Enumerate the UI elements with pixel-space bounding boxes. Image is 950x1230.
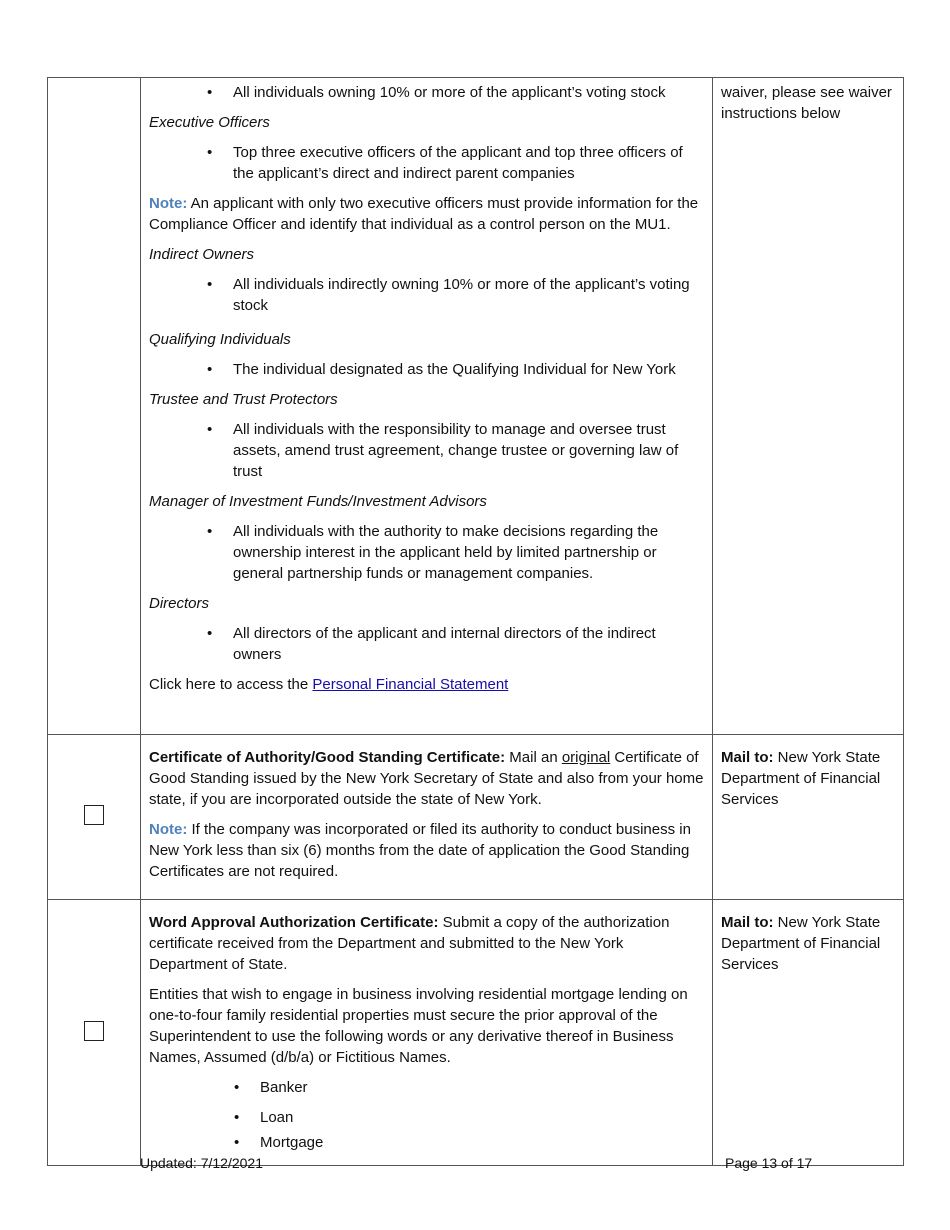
list-item: • Top three executive officers of the applicant and top three officers of the applicant’s direct and indirect parent companies [233,142,704,184]
requirement-title: Certificate of Authority/Good Standing Certificate: [149,749,506,766]
word-approval-checkbox[interactable] [84,1021,104,1041]
requirement-paragraph: Word Approval Authorization Certificate: Submit a copy of the authorization certificate received from the Department and submitted to the New York Department of State. [149,914,670,973]
requirement-paragraph: Entities that wish to engage in business involving residential mortgage lending on one-to-four family residential properties must secure the prior approval of the Superintendent to use the following words or any derivative thereof in Business Names, Assumed (d/b/a) or Fictitious Names. [149,986,688,1066]
footer-page-number: Page 13 of 17 [725,1155,813,1171]
instructions-cell [713,735,904,900]
personal-financial-statement-link[interactable]: Personal Financial Statement [312,676,509,693]
note-label: Note: [149,195,188,212]
list-item: • All individuals with the authority to make decisions regarding the ownership interest in the applicant held by limited partnership or general partnership funds or management companies. [233,521,704,584]
section-heading: Trustee and Trust Protectors [149,391,338,408]
table-row [48,78,904,735]
note-label: Note: [149,821,188,838]
link-prefix: Click here to access the [149,676,313,693]
checkbox-cell [48,78,141,735]
note-paragraph [149,819,704,882]
requirements-table [47,77,904,1166]
list-item: • All individuals indirectly owning 10% or more of the applicant’s voting stock [233,274,704,316]
mail-to: Mail to: New York State Department of Financial Services [721,914,881,973]
description-cell [141,900,713,1166]
section-heading: Executive Officers [149,114,270,131]
good-standing-checkbox[interactable] [84,805,104,825]
checkbox-cell [48,735,141,900]
note-text: An applicant with only two executive officers must provide information for the Compliance Officer and identify that individual as a control person on the MU1. [149,195,699,233]
waiver-note: waiver, please see waiver instructions below [721,84,892,122]
requirement-title: Word Approval Authorization Certificate: [149,914,439,931]
section-heading: Directors [149,595,210,612]
table-row [48,900,904,1166]
description-cell [141,735,713,900]
list-item: • Mortgage [260,1132,704,1153]
footer-updated: Updated: 7/12/2021 [140,1155,263,1171]
section-heading: Qualifying Individuals [149,331,291,348]
instructions-cell [713,900,904,1166]
list-item: • All individuals owning 10% or more of the applicant’s voting stock [233,82,704,103]
description-cell [141,78,713,735]
list-item: • All directors of the applicant and internal directors of the indirect owners [233,623,704,665]
note-paragraph [149,193,704,235]
section-heading: Indirect Owners [149,246,255,263]
mail-to: Mail to: New York State Department of Financial Services [721,749,881,808]
requirement-paragraph: Certificate of Authority/Good Standing Certificate: Mail an original Certificate of Good Standing issued by the New York Secretary of State and also from your home state, if you are incorporated outside the state of New York. [149,749,704,808]
table-row [48,735,904,900]
checkbox-cell [48,900,141,1166]
link-paragraph [149,674,704,695]
list-item: • All individuals with the responsibility to manage and oversee trust assets, amend trust agreement, change trustee or governing law of trust [233,419,704,482]
instructions-cell [713,78,904,735]
list-item: • The individual designated as the Qualifying Individual for New York [233,359,704,380]
section-heading: Manager of Investment Funds/Investment Advisors [149,493,487,510]
list-item: • Loan [260,1107,704,1128]
list-item: • Banker [260,1077,704,1098]
note-text: If the company was incorporated or filed its authority to conduct business in New York less than six (6) months from the date of application the Good Standing Certificates are not required. [149,821,691,880]
